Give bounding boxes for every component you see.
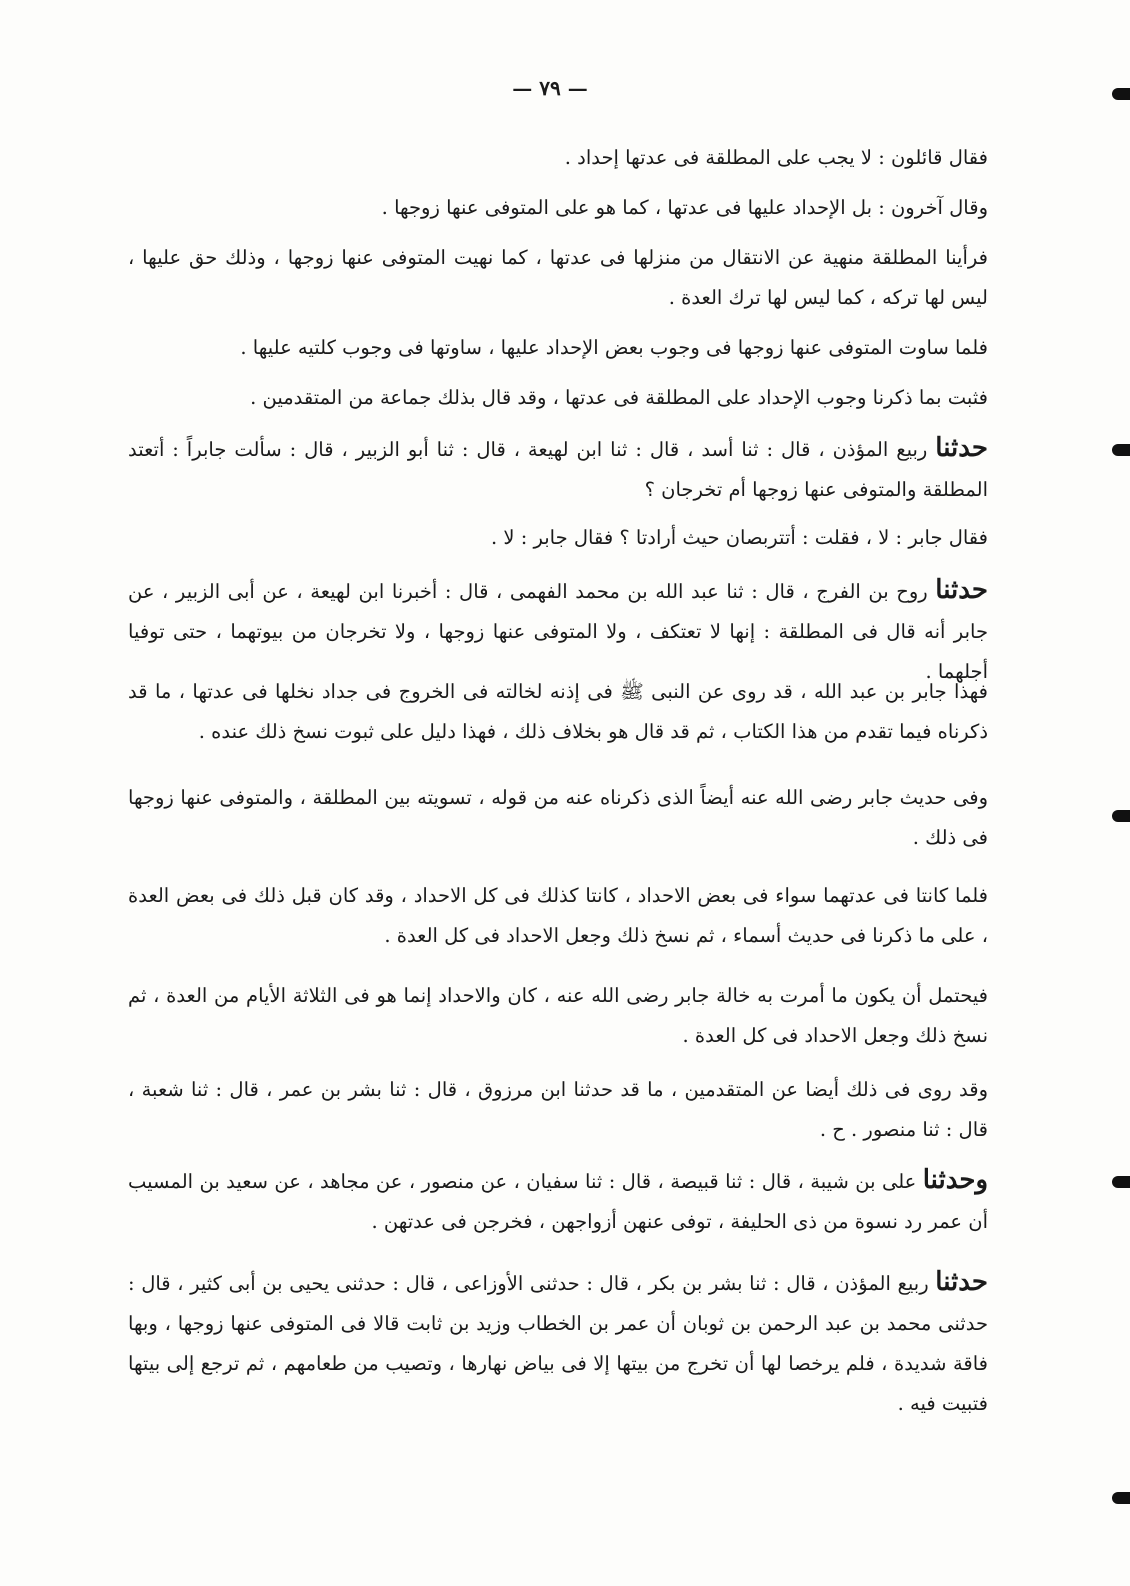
paragraph-text: ربيع المؤذن ، قال : ثنا بشر بن بكر ، قال : حدثنى الأوزاعى ، قال : حدثنى يحيى بن أبى كثير ، قال : حدثنى محمد بن عبد الرحمن بن ثوبان أن عمر بن الخطاب وزيد بن ثابت قالا فى المتوفى عنها زوجها ، وبها فاقة شديدة ، فلم يرخصا لها أن تخرج من بيتها إلا فى بياض نهارها ، وتصيب من طعامهم ، ثم ترجع إلى بيتها فتبيت فيه . <box>128 1272 988 1415</box>
paragraph-10 <box>128 778 988 858</box>
hadith-lead-word: حدثنا <box>935 1267 988 1297</box>
paragraph-text: فلما ساوت المتوفى عنها زوجها فى وجوب بعض الإحداد عليها ، ساوتها فى وجوب كلتيه عليها . <box>240 336 988 359</box>
paragraph-text: فيحتمل أن يكون ما أمرت به خالة جابر رضى الله عنه ، كان والاحداد إنما هو فى الثلاثة الأيام من العدة ، ثم نسخ ذلك وجعل الاحداد فى كل العدة . <box>128 984 988 1047</box>
paragraph-text: وقال آخرون : بل الإحداد عليها فى عدتها ، كما هو على المتوفى عنها زوجها . <box>381 196 988 219</box>
paragraph-text: فلما كانتا فى عدتهما سواء فى بعض الاحداد ، كانتا كذلك فى كل الاحداد ، وقد كان قبل ذلك فى بعض العدة ، على ما ذكرنا فى حديث أسماء ، ثم نسخ ذلك وجعل الاحداد فى كل العدة . <box>128 884 988 947</box>
paragraph-text: فثبت بما ذكرنا وجوب الإحداد على المطلقة فى عدتها ، وقد قال بذلك جماعة من المتقدمين . <box>250 386 988 409</box>
hadith-lead-word: وحدثنا <box>922 1165 988 1195</box>
paragraph-6 <box>128 428 988 510</box>
paragraph-text: فقال جابر : لا ، فقلت : أتتربصان حيث أرادتا ؟ فقال جابر : لا . <box>491 526 988 549</box>
paragraph-13 <box>128 1070 988 1150</box>
paragraph-1 <box>128 138 988 178</box>
paragraph-11 <box>128 876 988 956</box>
scan-edge-mark <box>1112 1176 1130 1188</box>
paragraph-text: وفى حديث جابر رضى الله عنه أيضاً الذى ذكرناه عنه من قوله ، تسويته بين المطلقة ، والمتوفى عنها زوجها فى ذلك . <box>128 786 988 849</box>
paragraph-2 <box>128 188 988 228</box>
paragraph-text: فرأينا المطلقة منهية عن الانتقال من منزلها فى عدتها ، كما نهيت المتوفى عنها زوجها ، وذلك حق عليها ، ليس لها تركه ، كما ليس لها ترك العدة . <box>128 246 988 309</box>
paragraph-7 <box>128 518 988 558</box>
paragraph-12 <box>128 976 988 1056</box>
scan-edge-mark <box>1112 810 1130 822</box>
paragraph-4 <box>128 328 988 368</box>
hadith-lead-word: حدثنا <box>935 433 989 463</box>
page-number: — ٧٩ — <box>512 76 588 100</box>
scan-edge-mark <box>1112 444 1130 456</box>
paragraph-text: روح بن الفرج ، قال : ثنا عبد الله بن محمد الفهمى ، قال : أخبرنا ابن لهيعة ، عن أبى الزبير ، عن جابر أنه قال فى المطلقة : إنها لا تعتكف ، ولا المتوفى عنها زوجها ، ولا تخرجان من بيوتهما ، حتى توفيا أجلهما . <box>128 580 988 683</box>
paragraph-text: فهذا جابر بن عبد الله ، قد روى عن النبى ﷺ فى إذنه لخالته فى الخروج فى جداد نخلها فى عدتها ، ما قد ذكرناه فيما تقدم من هذا الكتاب ، ثم قد قال هو بخلاف ذلك ، فهذا دليل على ثبوت نسخ ذلك عنده . <box>128 680 988 743</box>
paragraph-text: ربيع المؤذن ، قال : ثنا أسد ، قال : ثنا ابن لهيعة ، قال : ثنا أبو الزبير ، قال : سألت جابراً : أتعتد المطلقة والمتوفى عنها زوجها أم تخرجان ؟ <box>128 438 988 501</box>
paragraph-text: وقد روى فى ذلك أيضا عن المتقدمين ، ما قد حدثنا ابن مرزوق ، قال : ثنا بشر بن عمر ، قال : ثنا شعبة ، قال : ثنا منصور . ح . <box>128 1078 988 1141</box>
paragraph-text: على بن شيبة ، قال : ثنا قبيصة ، قال : ثنا سفيان ، عن منصور ، عن مجاهد ، عن سعيد بن المسيب أن عمر رد نسوة من ذى الحليفة ، توفى عنهن أزواجهن ، فخرجن فى عدتهن . <box>128 1170 988 1233</box>
paragraph-3 <box>128 238 988 318</box>
scan-edge-mark <box>1112 1492 1130 1504</box>
hadith-lead-word: حدثنا <box>935 575 988 605</box>
scan-edge-mark <box>1112 88 1130 100</box>
paragraph-14 <box>128 1160 988 1242</box>
paragraph-15 <box>128 1262 988 1424</box>
paragraph-text: فقال قائلون : لا يجب على المطلقة فى عدتها إحداد . <box>564 146 988 169</box>
paragraph-5 <box>128 378 988 418</box>
paragraph-9 <box>128 672 988 752</box>
